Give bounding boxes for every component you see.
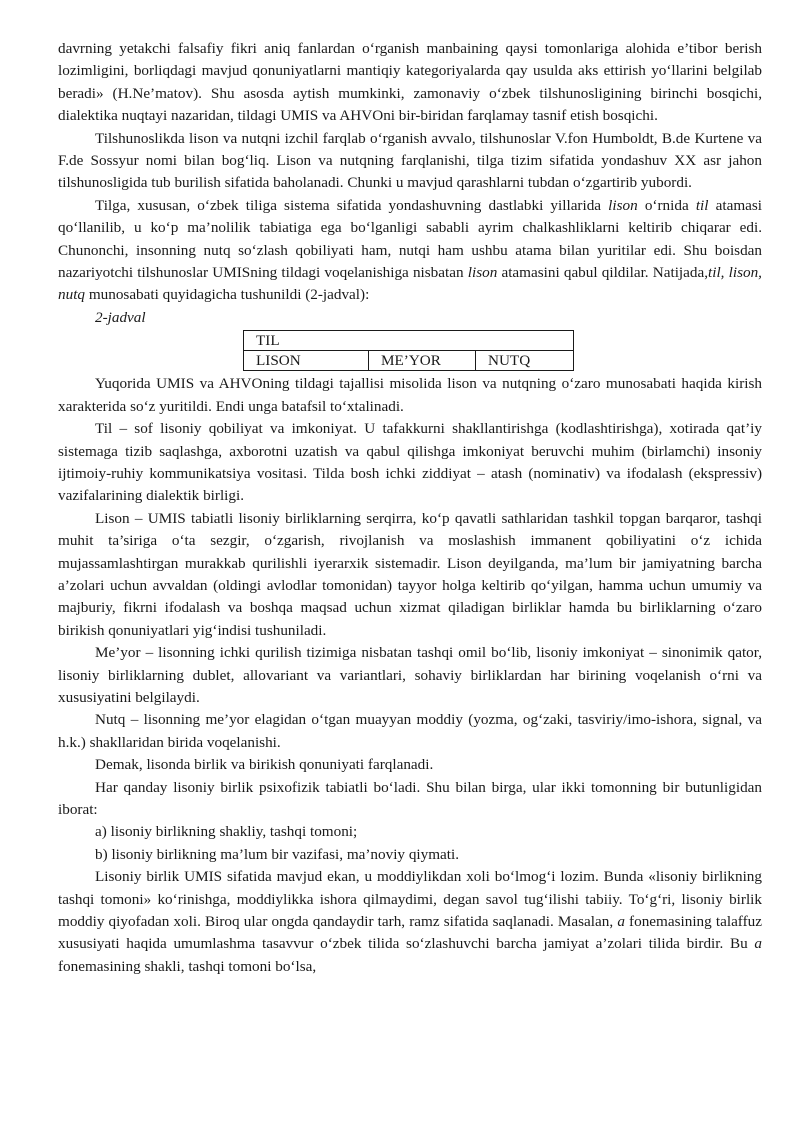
p3-term-lison: lison bbox=[608, 196, 638, 214]
paragraph-1: davrning yetakchi falsafiy fikri aniq fanlardan o‘rganish manbaining qaysi tomonlariga alohida e’tibor berish lozimligini, borliqdagi mavjud qonuniyatlarni mantiqiy kategoriyalarda qay usulda aks ettirish yo‘llarini belgilab beradi» (H.Ne’matov). Shu asosda aytish mumkinki, zamonaviy o‘zbek tilshunosligining birinchi bosqichi, dialektika nuqtayi nazaridan, tildagi UMIS va AHVOni bir-biridan farqlamay tasnif etish bosqichi. bbox=[58, 40, 762, 125]
p3-text-b: o‘rnida bbox=[637, 196, 696, 214]
table-cell-meyor: ME’YOR bbox=[369, 351, 476, 371]
paragraph-5: Til – sof lisoniy qobiliyat va imkoniyat. U tafakkurni shakllantirishga (kodlashtirishga), xotirada qat’iy sistemaga tizib saqlashga, axborotni uzatish va qabul qilishga imkoniyat beruvchi muhim (birlamchi) insoniy ijtimoiy-ruhiy kommunikatsiya vositasi. Tilda bosh ichki ziddiyat – atash (nominativ) va ifodalash (ekspressiv) vazifalarining dialektik birligi. bbox=[58, 420, 762, 505]
p3-terms: til, lison, nutq bbox=[58, 264, 762, 304]
list-item-a: a) lisoniy birlikning shakliy, tashqi tomoni; bbox=[95, 823, 358, 841]
p13-text-c: fonemasining shakli, tashqi tomoni bo‘lsa, bbox=[58, 957, 317, 975]
p3-text-a: Tilga, xususan, o‘zbek tiliga sistema sifatida yondashuvning dastlabki yillarida bbox=[95, 196, 609, 214]
table-row bbox=[244, 351, 574, 371]
table-caption: 2-jadval bbox=[95, 308, 146, 326]
paragraph-7: Me’yor – lisonning ichki qurilish tizimiga nisbatan tashqi omil bo‘lib, lisoniy imkoniyat – sinonimik qator, lisoniy birliklarning dublet, allovariant va variantlari, sohaviy birliklardan har birining voqelanish o‘rni va xususiyatini belgilaydi. bbox=[58, 644, 762, 706]
table-cell-lison: LISON bbox=[244, 351, 369, 371]
paragraph-10: Har qanday lisoniy birlik psixofizik tabiatli bo‘ladi. Shu bilan birga, ular ikki tomonning bir butunligidan iborat: bbox=[58, 778, 762, 818]
p3-text-c: atamasi qo‘llanilib, u ko‘p ma’nolilik tabiatiga ega bo‘lganligi sababli ayrim chalkashliklarni keltirib chiqarar edi. Chunonchi, insonning nutq so‘zlash qobiliyati ham, nutqi ham ushbu atama bilan yuritilar edi. Shu boisdan nazariyotchi tilshunoslar UMISning tildagi voqelanishiga nisbatan bbox=[58, 196, 763, 282]
paragraph-3 bbox=[58, 195, 762, 307]
p3-text-d: atamasini qabul qildilar. Natijada, bbox=[497, 264, 709, 282]
paragraph-6: Lison – UMIS tabiatli lisoniy birliklarning serqirra, ko‘p qavatli sathlaridan tashkil topgan barqaror, tashqi muhit ta’siriga o‘ta sezgir, o‘zgarish, rivojlanish va moslashish immanent qobiliyatini o‘z ichida mujassamlashtirgan murakkab qurilishli iyerarxik sistemadir. Lison deyilganda, ma’lum bir jamiyatning barcha a’zolari uchun avvaldan (oldingi avlodlar tomonidan) tayyor holga keltirib qo‘yilgan, hamma uchun umumiy va majburiy, fikrni ifodalash va boshqa maqsad uchun xizmat qiladigan birliklar hamda bu birliklarning o‘zaro birikish qonuniyatlari yig‘indisi tushuniladi. bbox=[58, 509, 762, 639]
p3-term-lison-2: lison bbox=[467, 264, 498, 282]
paragraph-9: Demak, lisonda birlik va birikish qonuniyati farqlanadi. bbox=[95, 756, 434, 774]
p3-term-til: til bbox=[695, 196, 709, 214]
table-cell-nutq: NUTQ bbox=[476, 351, 574, 371]
paragraph-4: Yuqorida UMIS va AHVOning tildagi tajallisi misolida lison va nutqning o‘zaro munosabati haqida kirish xarakterida so‘z yuritildi. Endi unga batafsil to‘xtalinadi. bbox=[58, 375, 762, 415]
paragraph-13 bbox=[58, 866, 762, 978]
document-page bbox=[58, 38, 762, 978]
paragraph-2: Tilshunoslikda lison va nutqni izchil farqlab o‘rganish avvalo, tilshunoslar V.fon Humboldt, B.de Kurtene va F.de Sossyur nomi bilan bog‘liq. Lison va nutqning farqlanishi, tilga tizim sifatida yondashuv XX asr jahon tilshunosligida tub burilish sifatida baholanadi. Chunki u mavjud qarashlarni tubdan o‘zgartirib yubordi. bbox=[58, 129, 762, 192]
p13-phoneme-a: a bbox=[617, 913, 625, 931]
p13-phoneme-a-2: a bbox=[754, 935, 762, 953]
p13-text-a: Lisoniy birlik UMIS sifatida mavjud ekan, u moddiylikdan xoli bo‘lmog‘i lozim. Bunda «lisoniy birlikning tashqi tomoni» ko‘rinishga, moddiylikka ishora qilmaydimi, degan savol tug‘ilishi tabiiy. To‘g‘ri, lisoniy birlik moddiy qiyofadan xoli. Biroq ular ongda qandaydir tarh, ramz sifatida saqlanadi. Masalan, bbox=[58, 868, 762, 931]
p3-text-e: munosabati quyidagicha tushunildi (2-jadval): bbox=[85, 286, 370, 304]
table-header-row bbox=[244, 331, 574, 351]
p13-text-b: fonemasining talaffuz xususiyati haqida umumlashma tasavvur o‘zbek tilida so‘zlashuvchi barcha jamiyat a’zolari tilida birdir. Bu bbox=[58, 913, 762, 953]
table-header-til: TIL bbox=[244, 331, 574, 351]
list-item-b: b) lisoniy birlikning ma’lum bir vazifasi, ma’noviy qiymati. bbox=[95, 845, 460, 863]
paragraph-8: Nutq – lisonning me’yor elagidan o‘tgan muayyan moddiy (yozma, og‘zaki, tasviriy/imo-ishora, signal, va h.k.) shakllaridan birida voqelanishi. bbox=[58, 711, 762, 751]
table-2 bbox=[243, 330, 574, 371]
